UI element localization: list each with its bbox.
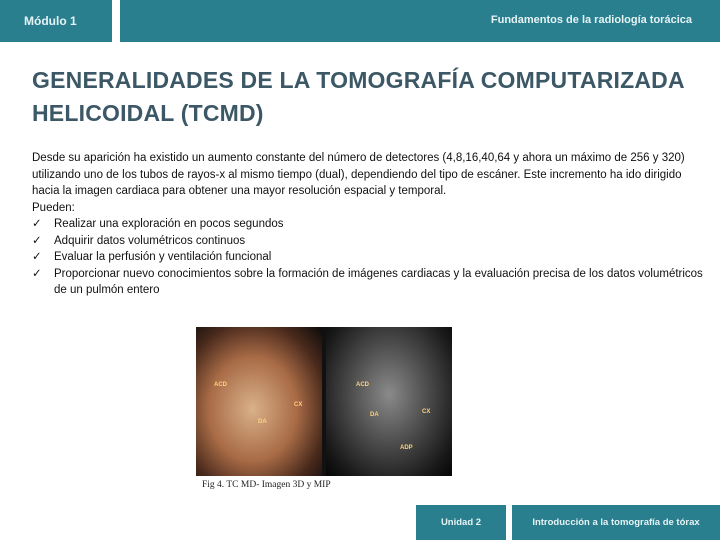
course-title: Fundamentos de la radiología torácica (490, 14, 692, 26)
unit-button[interactable]: Unidad 2 (416, 505, 506, 540)
figure-label: DA (258, 419, 267, 425)
list-item-text: Evaluar la perfusión y ventilación funcional (54, 251, 272, 263)
slide-title: GENERALIDADES DE LA TOMOGRAFÍA COMPUTARIZADA HELICOIDAL (TCMD) (32, 67, 684, 126)
figure-label: ACD (356, 382, 369, 388)
slide-body (32, 150, 712, 299)
capabilities-list (32, 216, 712, 299)
ct-heart-figure (196, 327, 452, 476)
figure-label: CX (422, 409, 431, 415)
heart-3d-image (196, 327, 322, 476)
list-item (32, 249, 712, 266)
figure-label: ADP (400, 445, 413, 451)
figure-label: ACD (214, 382, 227, 388)
list-item-text: Adquirir datos volumétricos continuos (54, 234, 246, 247)
list-item-text: Proporcionar nuevo conocimientos sobre la formación de imágenes cardiacas y la evaluación precisa de los datos volumétricos de un pulmón entero (54, 267, 703, 296)
heart-mip-image (326, 327, 452, 476)
module-label: Módulo 1 (24, 14, 77, 28)
checkmark-icon: ✓ (32, 251, 42, 263)
list-item (32, 216, 712, 233)
intro-paragraph: Desde su aparición ha existido un aumento constante del número de detectores (4,8,16,40,64 y ahora un máximo de 256 y 320) utilizando uno de los tubos de rayos-x al mismo tiempo (dual), dependiendo del tipo de escáner. Este incremento ha ido dirigido hacia la imagen cardiaca para obtener una mayor resolución espacial y temporal. (32, 152, 685, 197)
topic-button[interactable]: Introducción a la tomografía de tórax (512, 505, 720, 540)
figure-label: CX (294, 402, 303, 408)
header-divider (112, 0, 120, 42)
checkmark-icon: ✓ (32, 234, 42, 247)
checkmark-icon: ✓ (32, 267, 42, 280)
checkmark-icon: ✓ (32, 218, 42, 230)
figure-label: DA (370, 412, 379, 418)
list-lead: Pueden: (32, 201, 75, 214)
list-item (32, 266, 712, 299)
list-item-text: Realizar una exploración en pocos segundos (54, 218, 284, 230)
list-item (32, 233, 712, 250)
figure-caption: Fig 4. TC MD- Imagen 3D y MIP (202, 480, 331, 490)
